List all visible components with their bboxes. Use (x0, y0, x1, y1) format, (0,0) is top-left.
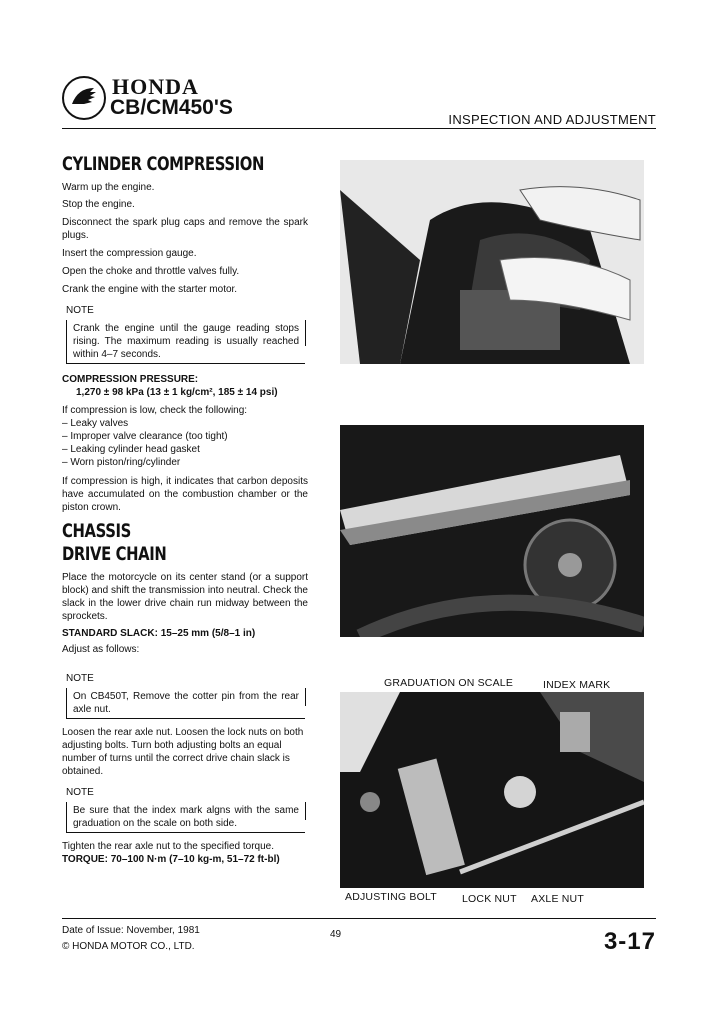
adjusting-bolt-label: ADJUSTING BOLT (345, 891, 437, 903)
step-text: Warm up the engine. (62, 182, 155, 193)
torque-value: 70–100 N·m (7–10 kg-m, 51–72 ft-bl) (110, 854, 280, 865)
chain-steps: Loosen the rear axle nut. Loosen the lock nuts on both adjusting bolts. Turn both adjusting bolts an equal number of turns until the correct drive chain slack is obtained. (62, 727, 304, 777)
list-item: – Leaking cylinder head gasket (62, 443, 308, 456)
drive-chain-heading: DRIVE CHAIN (62, 543, 167, 565)
axle-nut-label: AXLE NUT (531, 893, 584, 905)
note-box: Crank the engine until the gauge reading stops rising. The maximum reading is usually reached within 4–7 seconds. (66, 320, 305, 364)
adjuster-photo (340, 692, 644, 888)
slack-spec (62, 627, 322, 640)
note-label: NOTE (66, 305, 94, 316)
note-box: Be sure that the index mark algns with the same graduation on the scale on both side. (66, 802, 305, 833)
torque-spec (62, 853, 322, 866)
copyright: © HONDA MOTOR CO., LTD. (62, 941, 195, 952)
torque-label: TORQUE: (62, 854, 108, 865)
note-box: On CB450T, Remove the cotter pin from the rear axle nut. (66, 688, 305, 719)
header-rule (62, 128, 656, 129)
chassis-heading: CHASSIS (62, 520, 131, 542)
slack-value: 15–25 mm (5/8–1 in) (160, 628, 256, 639)
compression-heading: CYLINDER COMPRESSION (62, 153, 264, 175)
step-text: Crank the engine with the starter motor. (62, 284, 238, 295)
graduation-label: GRADUATION ON SCALE (384, 677, 514, 689)
note-label: NOTE (66, 673, 94, 684)
tighten-text: Tighten the rear axle nut to the specified torque. (62, 841, 274, 852)
step-text: Open the choke and throttle valves fully. (62, 266, 240, 277)
lock-nut-label: LOCK NUT (462, 893, 517, 905)
section-title: INSPECTION AND ADJUSTMENT (448, 112, 656, 127)
list-item: – Worn piston/ring/cylinder (62, 456, 308, 469)
brand-name: HONDA (112, 74, 199, 99)
note-label: NOTE (66, 787, 94, 798)
step-text: Stop the engine. (62, 199, 135, 210)
issue-date: Date of Issue: November, 1981 (62, 925, 200, 936)
slack-label: STANDARD SLACK: (62, 628, 158, 639)
drive-chain-photo (340, 425, 644, 637)
page-number: 49 (330, 929, 342, 940)
high-text: If compression is high, it indicates that carbon deposits have accumulated on the combustion chamber or the piston crown. (62, 476, 308, 513)
model-name: CB/CM450'S (110, 96, 233, 119)
compression-photo (340, 160, 644, 364)
step-text: Disconnect the spark plug caps and remove the spark plugs. (62, 217, 308, 241)
pressure-label: COMPRESSION PRESSURE: (62, 374, 199, 385)
footer-rule (62, 918, 656, 919)
index-mark-label: INDEX MARK (543, 679, 611, 691)
list-item: – Improper valve clearance (too tight) (62, 430, 308, 443)
chain-intro: Place the motorcycle on its center stand (or a support block) and shift the transmission into neutral. Check the slack in the lower drive chain run midway between the sprockets. (62, 572, 308, 622)
step-text: Insert the compression gauge. (62, 248, 197, 259)
list-item: – Leaky valves (62, 417, 308, 430)
honda-wing-logo-icon (62, 76, 106, 120)
pressure-value: 1,270 ± 98 kPa (13 ± 1 kg/cm², 185 ± 14 psi) (76, 387, 278, 398)
low-list (62, 417, 308, 469)
page-code: 3-17 (603, 928, 656, 955)
low-intro: If compression is low, check the following: (62, 405, 248, 416)
adjust-text: Adjust as follows: (62, 644, 140, 655)
